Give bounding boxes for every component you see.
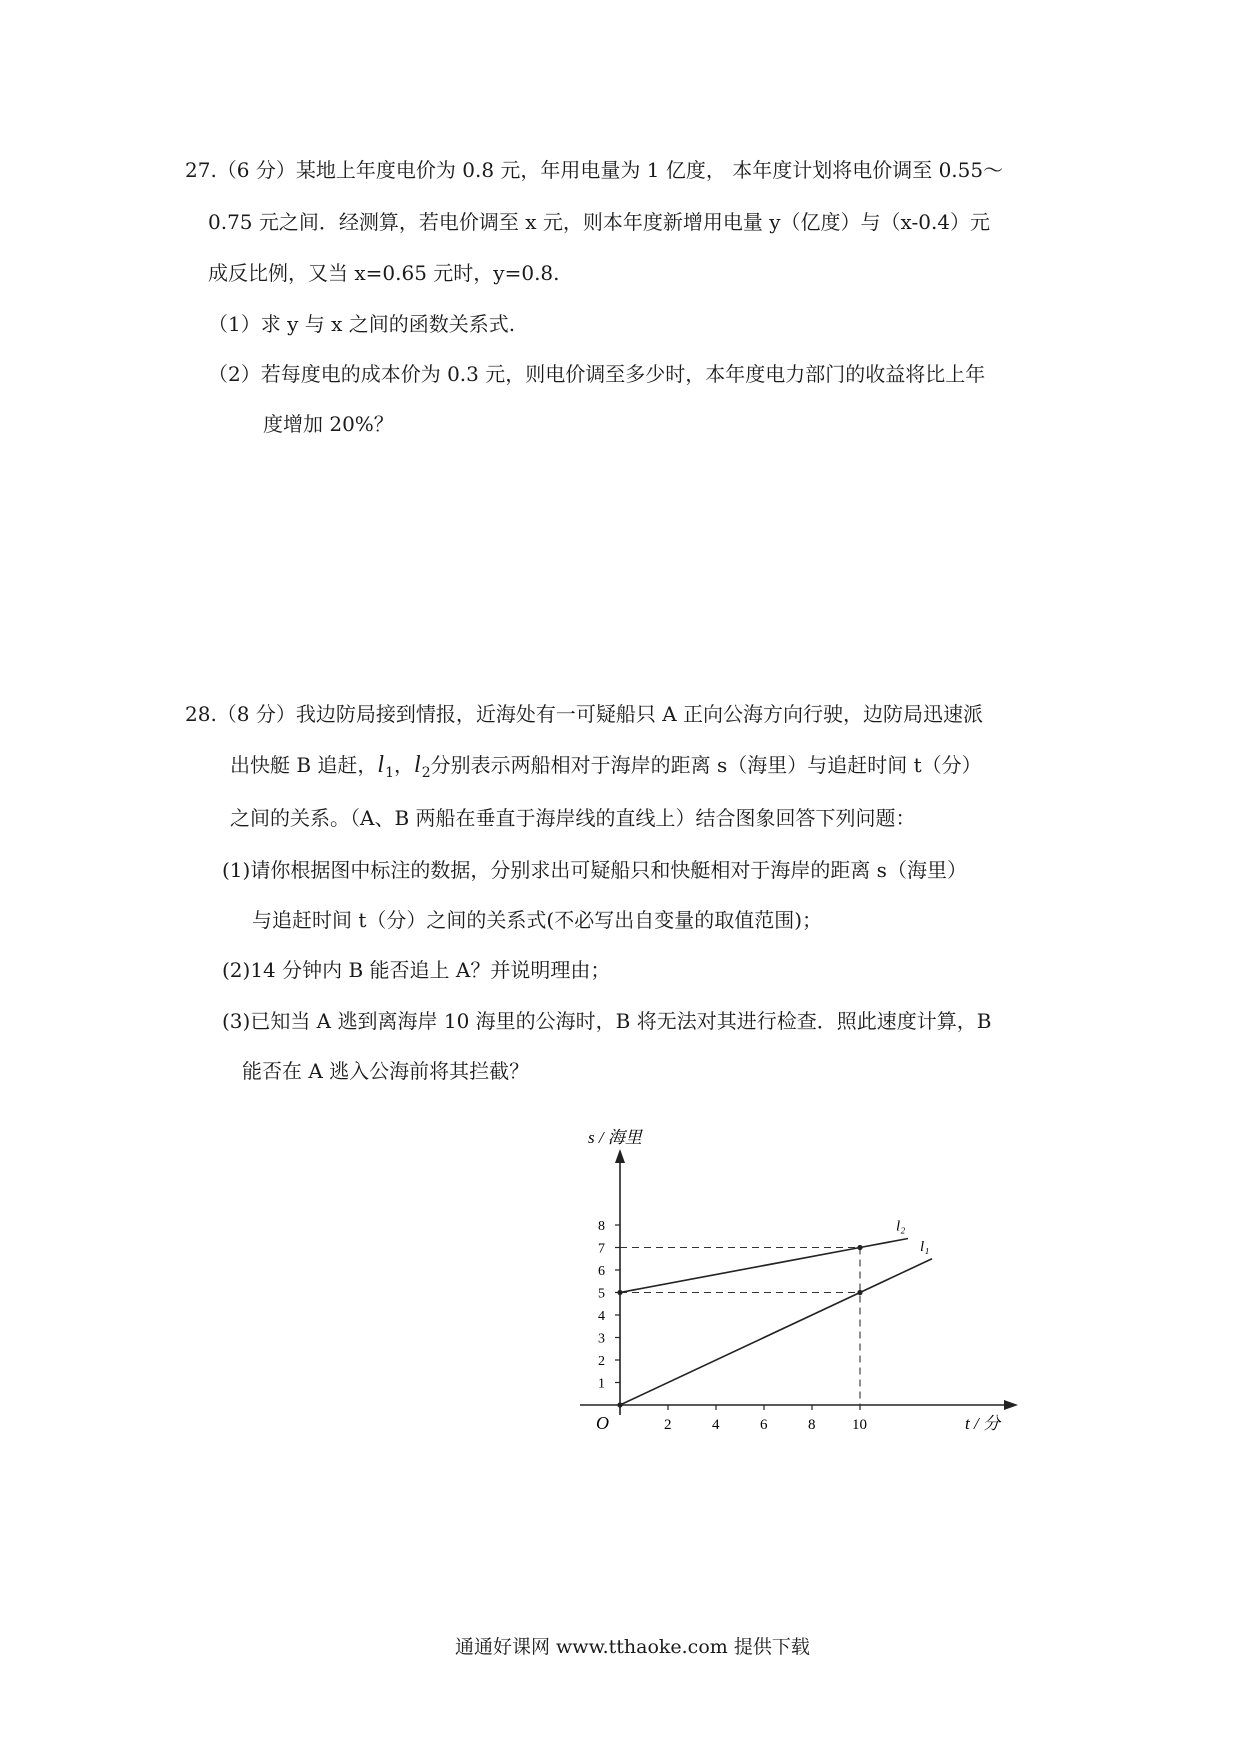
q28-line1: 28.（8 分）我边防局接到情报，近海处有一可疑船只 A 正向公海方向行驶，边防局迅速派	[185, 702, 984, 726]
y-tick-label-2: 2	[598, 1354, 605, 1369]
y-tick-label-5: 5	[598, 1286, 605, 1302]
l2-subscript: 2	[421, 765, 431, 781]
y-tick-label-7: 7	[598, 1241, 605, 1257]
x-axis-label: t / 分	[965, 1414, 1000, 1433]
q28-part3-line2: 能否在 A 逃入公海前将其拦截？	[242, 1059, 530, 1083]
l1-symbol: l	[377, 752, 385, 778]
y-tick-label-8: 8	[598, 1219, 605, 1234]
y-tick-label-6: 6	[598, 1264, 605, 1279]
q27-part2-line2: 度增加 20%？	[263, 412, 394, 436]
q28-line3: 之间的关系。（A、B 两船在垂直于海岸线的直线上）结合图象回答下列问题：	[230, 806, 916, 830]
y-tick-label-4: 4	[598, 1309, 605, 1324]
q28-part1-line1: (1)请你根据图中标注的数据，分别求出可疑船只和快艇相对于海岸的距离 s（海里）	[222, 858, 967, 882]
q28-line2	[230, 751, 982, 787]
l1-subscript: 1	[385, 765, 395, 781]
y-axis-label: s / 海里	[588, 1128, 642, 1147]
q28-line2-separator: ，	[394, 753, 415, 777]
series-line-l2	[620, 1239, 908, 1293]
series-point-l1-10	[857, 1290, 862, 1295]
q28-part2: (2)14 分钟内 B 能否追上 A？并说明理由；	[222, 958, 611, 982]
series-label-l1: l₁	[920, 1238, 930, 1255]
q27-part1: （1）求 y 与 x 之间的函数关系式.	[208, 312, 516, 336]
x-tick-label-6: 6	[760, 1417, 768, 1433]
x-tick-label-2: 2	[664, 1417, 672, 1433]
q27-part2-line1: （2）若每度电的成本价为 0.3 元，则电价调至多少时，本年度电力部门的收益将比上年	[208, 362, 986, 386]
origin-label: O	[596, 1413, 609, 1433]
q28-line2-end: 分别表示两船相对于海岸的距离 s（海里）与追赶时间 t（分）	[430, 753, 982, 777]
y-tick-label-3: 3	[598, 1331, 605, 1347]
q28-part3-line1: (3)已知当 A 逃到离海岸 10 海里的公海时，B 将无法对其进行检查．照此速度计算，B	[222, 1009, 992, 1033]
distance-time-graph	[560, 1125, 1030, 1455]
x-tick-label-10: 10	[852, 1417, 867, 1433]
x-tick-label-4: 4	[712, 1417, 720, 1433]
q27-line1: 27.（6 分）某地上年度电价为 0.8 元，年用电量为 1 亿度， 本年度计划将电价调至 0.55～	[185, 158, 1004, 182]
y-axis-arrow	[615, 1149, 625, 1163]
footer-credit: 通通好课网 www.tthaoke.com 提供下载	[455, 1636, 810, 1658]
series-point-l1-0	[617, 1402, 622, 1407]
y-tick-label-1: 1	[598, 1376, 605, 1392]
x-axis-arrow	[1004, 1400, 1018, 1410]
q27-line2: 0.75 元之间．经测算，若电价调至 x 元，则本年度新增用电量 y（亿度）与（x-0.4）元	[208, 210, 991, 234]
q28-line2-start: 出快艇 B 追赶，	[230, 753, 378, 777]
q28-part1-line2: 与追赶时间 t（分）之间的关系式(不必写出自变量的取值范围)；	[252, 908, 822, 932]
l2-symbol: l	[414, 752, 421, 778]
series-point-l2-0	[617, 1290, 622, 1295]
x-tick-label-8: 8	[808, 1417, 816, 1433]
series-line-l1	[620, 1259, 932, 1405]
q27-line3: 成反比例，又当 x=0.65 元时，y=0.8.	[208, 261, 560, 285]
series-point-l2-10	[857, 1245, 862, 1250]
series-label-l2: l₂	[896, 1218, 906, 1235]
